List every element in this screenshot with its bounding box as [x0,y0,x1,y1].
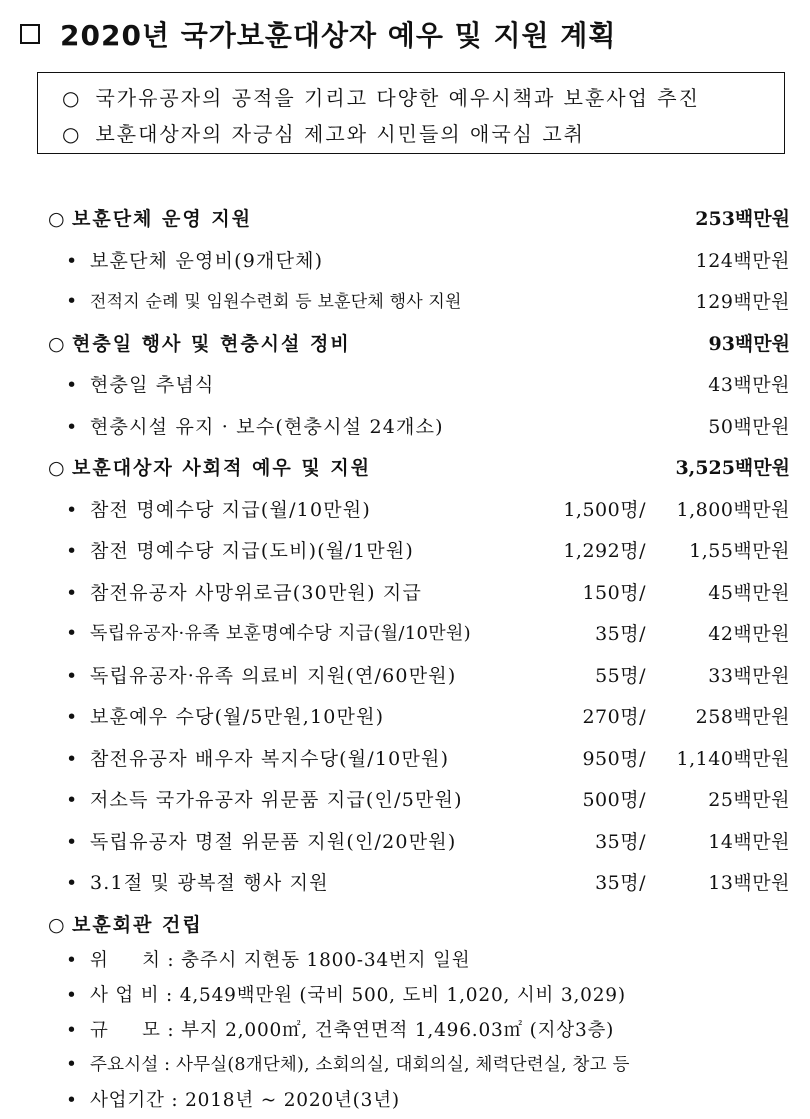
item-count: 1,292명/ [563,540,646,562]
list-item [0,528,810,570]
item-amount: 1,55백만원 [689,540,790,562]
section-header [0,445,810,487]
list-item [0,487,810,529]
section-amount: 253백만원 [695,208,790,230]
circle-bullet-icon: ○ [48,913,67,936]
section-title: 보훈회관 건립 [72,913,203,936]
item-amount: 1,140백만원 [676,747,790,770]
section-title: 현충일 행사 및 현충시설 정비 [72,332,351,355]
item-label: 참전유공자 배우자 복지수당(월/10만원) [90,747,450,770]
item-label: 현충시설 유지 · 보수(현충시설 24개소) [90,415,444,438]
summary-text: 국가유공자의 공적을 기리고 다양한 예우시책과 보훈사업 추진 [95,86,700,110]
item-amount: 50백만원 [708,415,790,438]
circle-bullet-icon: ○ [48,208,67,230]
item-amount: 43백만원 [708,374,790,396]
list-item [0,819,810,861]
list-item [0,238,810,280]
summary-line [62,80,784,116]
list-item [0,694,810,736]
item-count: 55명/ [595,664,646,687]
item-label: 보훈예우 수당(월/5만원,10만원) [90,706,385,728]
detail-text: 주요시설 : 사무실(8개단체), 소회의실, 대회의실, 체력단련실, 창고 등 [90,1054,630,1075]
list-item [0,611,810,653]
list-item [0,736,810,778]
page-title: 2020년 국가보훈대상자 예우 및 지원 계획 [60,19,617,52]
circle-bullet-icon: ○ [62,86,82,110]
checkbox-square-icon [20,24,40,44]
dot-bullet-icon: • [66,1019,78,1041]
list-item [0,570,810,612]
item-count: 1,500명/ [563,498,646,521]
dot-bullet-icon: • [66,984,78,1006]
dot-bullet-icon: • [66,374,79,396]
item-label: 독립유공자 명절 위문품 지원(인/20만원) [90,830,457,853]
item-label: 참전유공자 사망위로금(30만원) 지급 [90,581,423,604]
dot-bullet-icon: • [66,1053,78,1075]
dot-bullet-icon: • [66,415,79,438]
item-label: 독립유공자·유족 보훈명예수당 지급(월/10만원) [90,623,471,644]
dot-bullet-icon: • [66,789,79,811]
item-count: 500명/ [582,789,646,811]
item-amount: 1,800백만원 [676,498,790,521]
section-header [0,321,810,363]
dot-bullet-icon: • [66,622,79,644]
item-label: 참전 명예수당 지급(월/10만원) [90,498,371,521]
section-title: 보훈대상자 사회적 예우 및 지원 [72,457,372,479]
dot-bullet-icon: • [66,949,78,971]
item-amount: 25백만원 [708,789,790,811]
dot-bullet-icon: • [66,872,79,894]
summary-box [37,72,785,154]
item-label: 보훈단체 운영비(9개단체) [90,249,324,272]
list-item [0,362,810,404]
summary-text: 보훈대상자의 자긍심 제고와 시민들의 애국심 고취 [95,122,585,146]
circle-bullet-icon: ○ [62,122,82,146]
item-amount: 129백만원 [695,291,790,313]
item-count: 35명/ [595,830,646,853]
detail-item [0,1010,810,1045]
item-label: 전적지 순례 및 임원수련회 등 보훈단체 행사 지원 [90,292,462,312]
section-header [0,196,810,238]
detail-text: 사 업 비 : 4,549백만원 (국비 500, 도비 1,020, 시비 3,029) [90,984,626,1006]
circle-bullet-icon: ○ [48,332,67,355]
item-label: 3.1절 및 광복절 행사 지원 [90,872,329,894]
dot-bullet-icon: • [66,1089,78,1111]
dot-bullet-icon: • [66,249,79,272]
item-count: 150명/ [582,581,646,604]
plan-content [0,196,810,1115]
item-label: 현충일 추념식 [90,374,215,396]
item-label: 저소득 국가유공자 위문품 지급(인/5만원) [90,789,463,811]
list-item [0,404,810,446]
section-amount: 93백만원 [708,332,790,355]
detail-item [0,975,810,1010]
item-count: 950명/ [582,747,646,770]
dot-bullet-icon: • [66,747,79,770]
section-title: 보훈단체 운영 지원 [72,208,253,230]
page-title-row [20,14,616,54]
section-header [0,902,810,940]
summary-line [62,116,784,152]
item-amount: 13백만원 [708,872,790,894]
dot-bullet-icon: • [66,830,79,853]
item-amount: 124백만원 [695,249,790,272]
item-amount: 14백만원 [708,830,790,853]
list-item [0,860,810,902]
detail-text: 사업기간 : 2018년 ~ 2020년(3년) [90,1089,400,1111]
dot-bullet-icon: • [66,290,79,312]
item-amount: 258백만원 [695,706,790,728]
detail-text: 위 치 : 충주시 지현동 1800-34번지 일원 [90,949,471,971]
item-amount: 45백만원 [708,581,790,604]
detail-item [0,1080,810,1115]
dot-bullet-icon: • [66,664,79,687]
item-count: 270명/ [582,706,646,728]
detail-item [0,940,810,975]
list-item [0,777,810,819]
detail-item [0,1045,810,1080]
item-amount: 42백만원 [708,623,790,645]
item-count: 35명/ [595,623,646,645]
detail-text: 규 모 : 부지 2,000㎡, 건축연면적 1,496.03㎡ (지상3층) [90,1019,615,1041]
dot-bullet-icon: • [66,540,79,562]
list-item [0,653,810,695]
item-label: 참전 명예수당 지급(도비)(월/1만원) [90,540,415,562]
dot-bullet-icon: • [66,706,79,728]
item-label: 독립유공자·유족 의료비 지원(연/60만원) [90,664,457,687]
circle-bullet-icon: ○ [48,457,67,479]
dot-bullet-icon: • [66,498,79,521]
list-item [0,279,810,321]
section-amount: 3,525백만원 [675,457,790,479]
item-count: 35명/ [595,872,646,894]
dot-bullet-icon: • [66,581,79,604]
item-amount: 33백만원 [708,664,790,687]
